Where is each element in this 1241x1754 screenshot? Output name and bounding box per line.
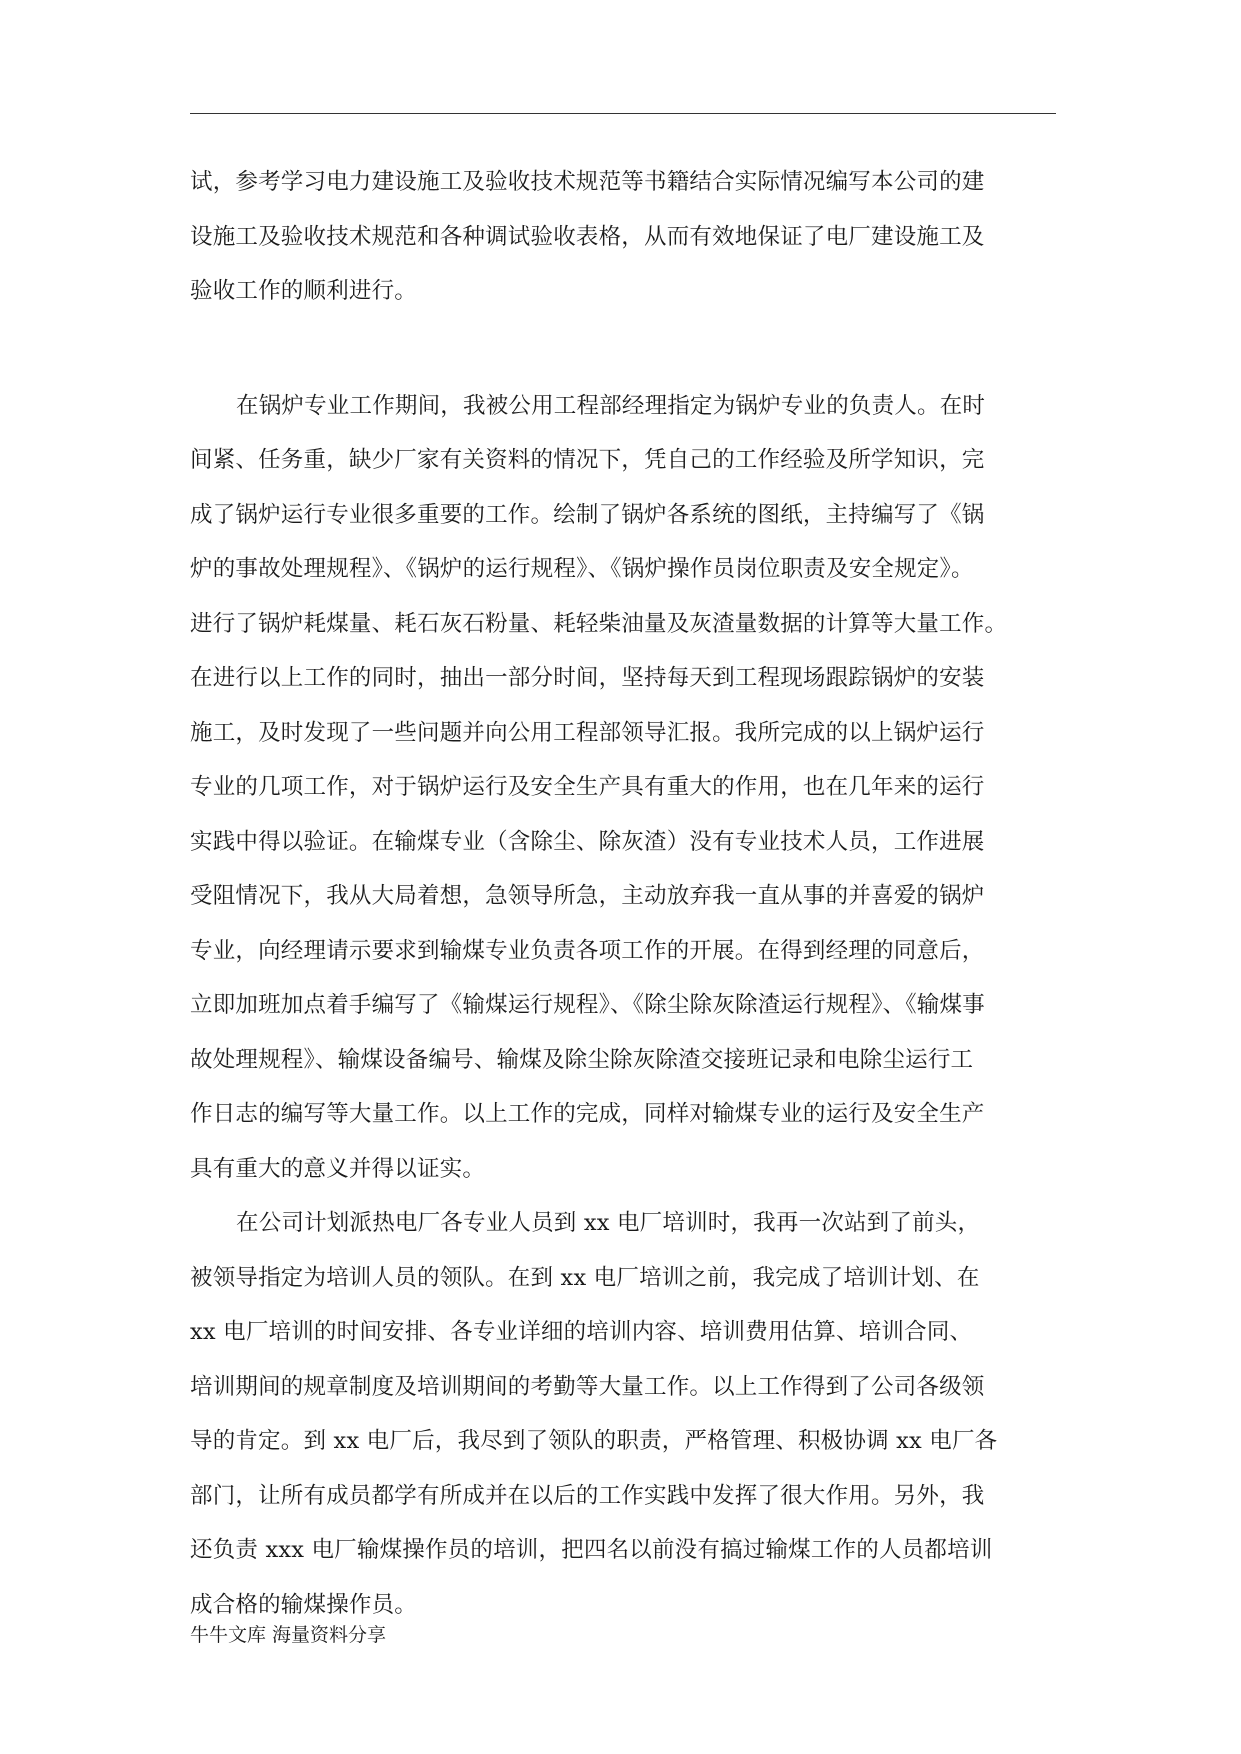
text-line: 成合格的输煤操作员。: [190, 1591, 418, 1618]
text-line: 施工，及时发现了一些问题并向公用工程部领导汇报。我所完成的以上锅炉运行: [190, 719, 985, 746]
text-line: 导的肯定。到 xx 电厂后，我尽到了领队的职责，严格管理、积极协调 xx 电厂各: [190, 1428, 998, 1454]
paragraph-spacer: [190, 319, 1056, 379]
text-line: 成了锅炉运行专业很多重要的工作。绘制了锅炉各系统的图纸，主持编写了《锅: [190, 501, 985, 528]
text-line: 在锅炉专业工作期间，我被公用工程部经理指定为锅炉专业的负责人。在时: [236, 392, 986, 419]
text-line: 专业，向经理请示要求到输煤专业负责各项工作的开展。在得到经理的同意后，: [190, 937, 985, 964]
text-line: 具有重大的意义并得以证实。: [190, 1155, 486, 1182]
text-line: xx 电厂培训的时间安排、各专业详细的培训内容、培训费用估算、培训合同、: [190, 1319, 973, 1345]
document-body: [190, 155, 1056, 1632]
footer-text: 牛牛文库 海量资料分享: [190, 1624, 387, 1646]
text-line: 实践中得以验证。在输煤专业（含除尘、除灰渣）没有专业技术人员，工作进展: [190, 828, 985, 855]
paragraph-1: [190, 155, 1056, 319]
text-line: 故处理规程》、输煤设备编号、输煤及除尘除灰除渣交接班记录和电除尘运行工: [190, 1046, 974, 1073]
text-line: 培训期间的规章制度及培训期间的考勤等大量工作。以上工作得到了公司各级领: [190, 1373, 985, 1400]
text-line: 受阻情况下，我从大局着想，急领导所急，主动放弃我一直从事的并喜爱的锅炉: [190, 883, 985, 909]
text-line: 在公司计划派热电厂各专业人员到 xx 电厂培训时，我再一次站到了前头，: [236, 1210, 981, 1236]
paragraph-2: [190, 379, 1056, 1197]
text-line: 还负责 xxx 电厂输煤操作员的培训，把四名以前没有搞过输煤工作的人员都培训: [190, 1537, 993, 1563]
text-line: 专业的几项工作，对于锅炉运行及安全生产具有重大的作用，也在几年来的运行: [190, 774, 985, 800]
text-line: 作日志的编写等大量工作。以上工作的完成，同样对输煤专业的运行及安全生产: [190, 1101, 985, 1127]
text-line: 在进行以上工作的同时，抽出一部分时间，坚持每天到工程现场跟踪锅炉的安装: [190, 665, 985, 691]
text-line: 被领导指定为培训人员的领队。在到 xx 电厂培训之前，我完成了培训计划、在: [190, 1264, 980, 1291]
text-line: 部门，让所有成员都学有所成并在以后的工作实践中发挥了很大作用。另外，我: [190, 1482, 985, 1509]
text-line: 立即加班加点着手编写了《输煤运行规程》、《除尘除灰除渣运行规程》、《输煤事: [190, 992, 985, 1018]
header-rule: [190, 113, 1056, 114]
text-line: 验收工作的顺利进行。: [190, 278, 418, 304]
paragraph-3: [190, 1196, 1056, 1632]
text-line: 进行了锅炉耗煤量、耗石灰石粉量、耗轻柴油量及灰渣量数据的计算等大量工作。: [190, 610, 1008, 637]
text-line: 试，参考学习电力建设施工及验收技术规范等书籍结合实际情况编写本公司的建: [190, 169, 985, 195]
text-line: 炉的事故处理规程》、《锅炉的运行规程》、《锅炉操作员岗位职责及安全规定》。: [190, 556, 974, 582]
text-line: 设施工及验收技术规范和各种调试验收表格，从而有效地保证了电厂建设施工及: [190, 223, 985, 250]
text-line: 间紧、任务重，缺少厂家有关资料的情况下，凭自己的工作经验及所学知识，完: [190, 447, 985, 473]
